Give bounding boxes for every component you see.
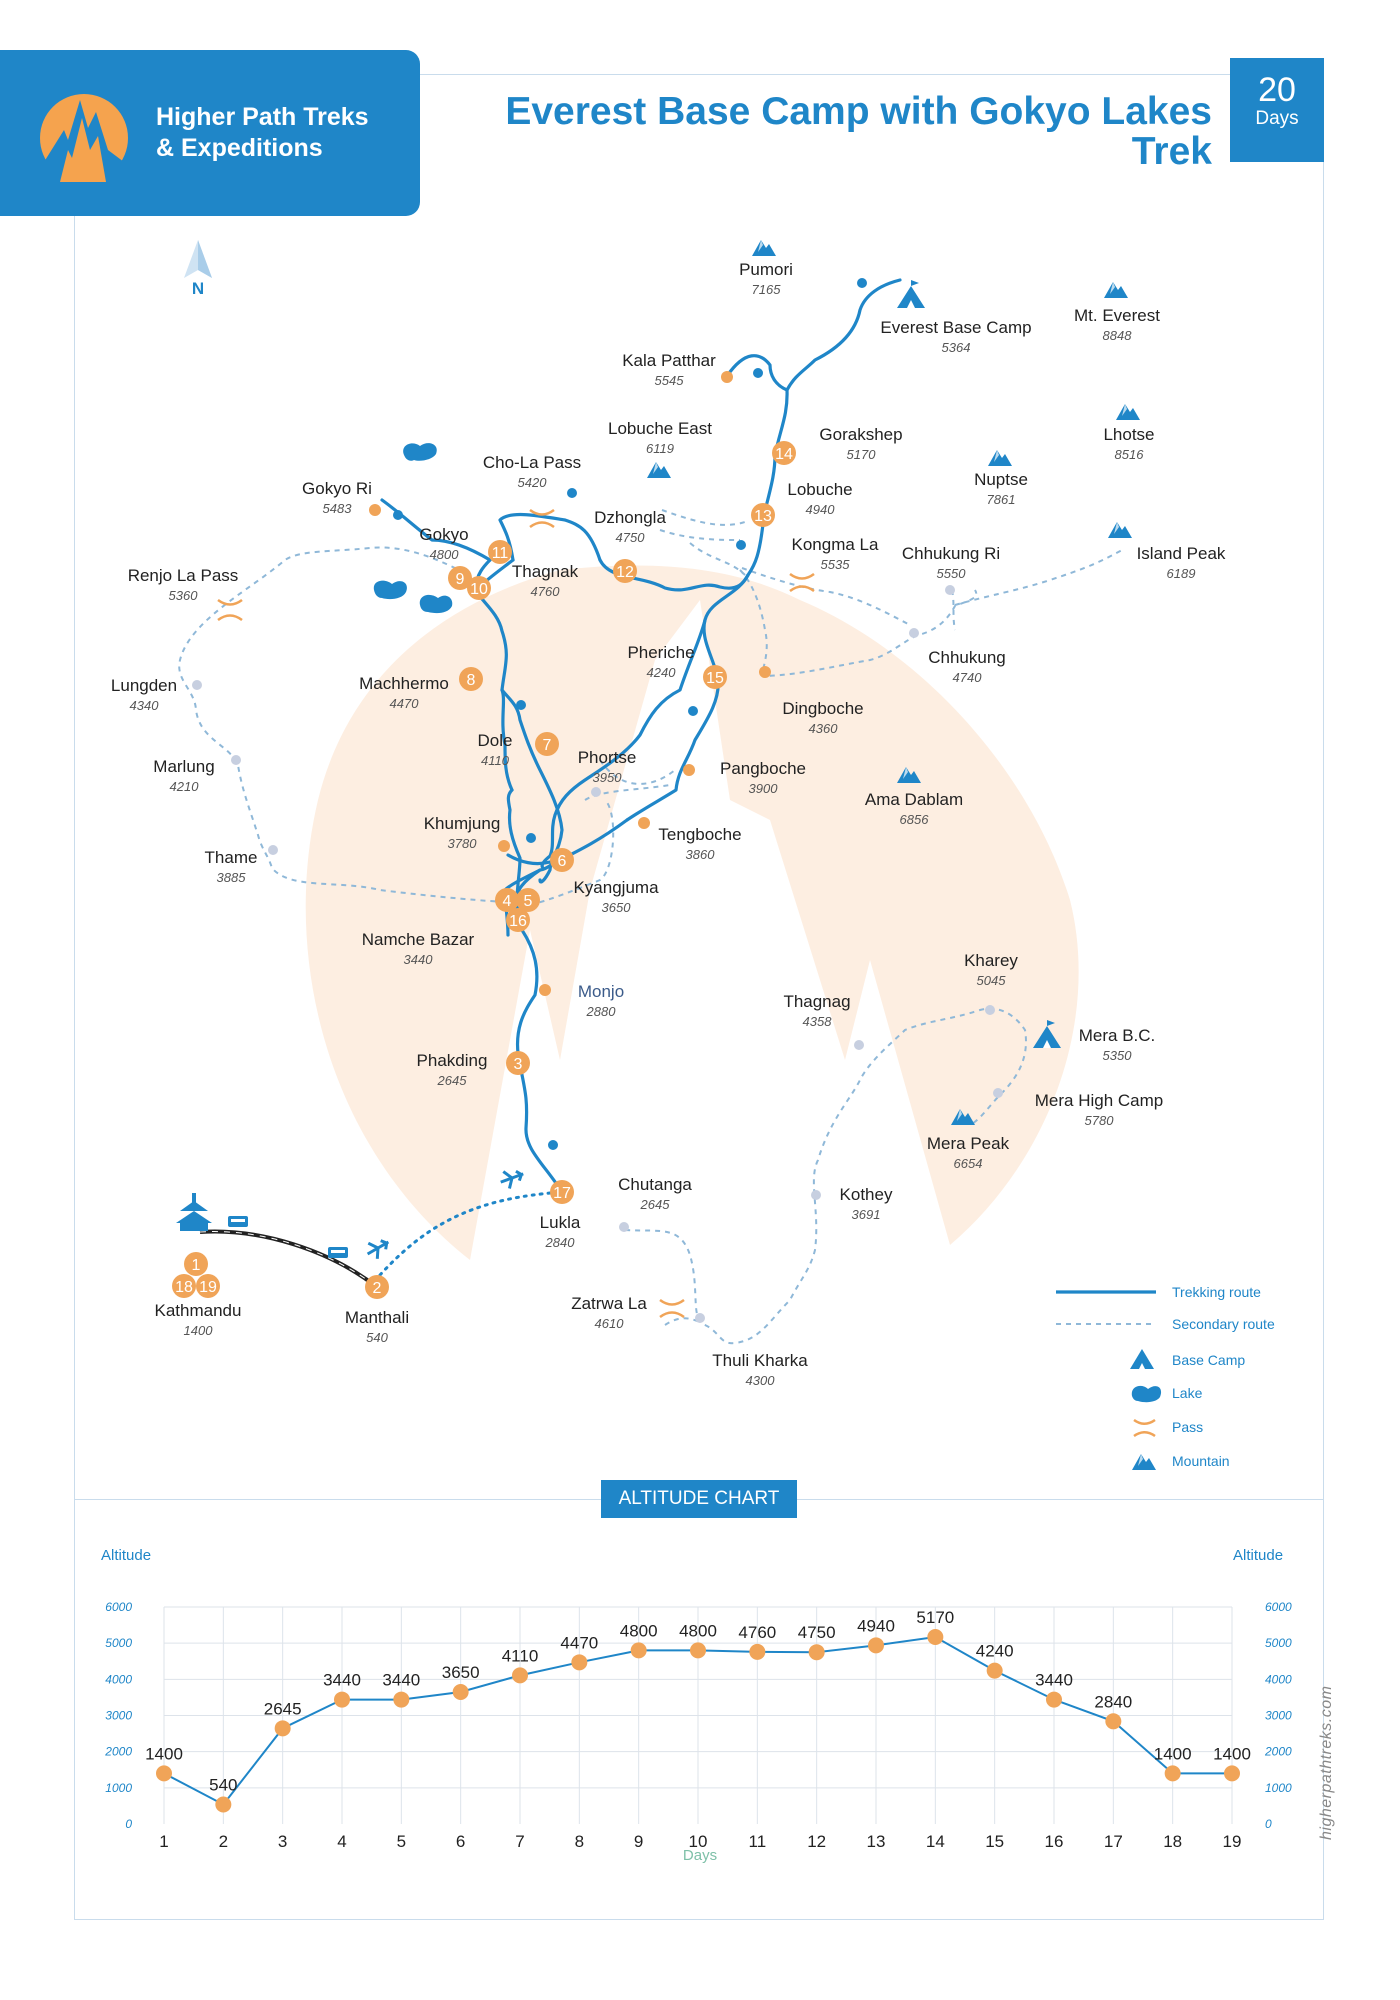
legend-pass-icon xyxy=(1134,1420,1155,1436)
pass-icon-renjo xyxy=(218,600,242,620)
x-tick-3: 4 xyxy=(337,1832,347,1851)
label-machhermo: Machhermo xyxy=(359,674,449,693)
y-tick-right-1: 1000 xyxy=(1265,1780,1292,1795)
bus-icon-2 xyxy=(328,1247,348,1258)
data-label-day-8: 4470 xyxy=(560,1633,599,1653)
label-thagnak: Thagnak xyxy=(511,562,579,581)
plane-icon-2 xyxy=(498,1165,527,1190)
label-gorakshep: Gorakshep xyxy=(819,425,903,444)
data-label-day-17: 2840 xyxy=(1094,1692,1133,1712)
label-chola: Cho-La Pass xyxy=(482,453,582,472)
svg-text:17: 17 xyxy=(553,1185,571,1202)
data-point-day-6 xyxy=(453,1684,469,1700)
climber-icon-2 xyxy=(753,368,763,378)
altitude-chart xyxy=(0,1580,1400,1980)
label-tengboche: Tengboche xyxy=(658,825,742,844)
x-tick-7: 8 xyxy=(574,1832,585,1851)
pass-icon-zatrwa xyxy=(660,1300,684,1317)
data-point-day-7 xyxy=(512,1667,528,1683)
data-label-day-16: 3440 xyxy=(1035,1670,1073,1690)
road-route xyxy=(200,1232,378,1288)
x-axis-title: Days xyxy=(682,1847,718,1864)
label-kala: Kala Patthar xyxy=(622,351,716,370)
climber-icon-8 xyxy=(526,833,536,843)
x-tick-9: 10 xyxy=(688,1832,708,1851)
y-tick-right-3: 3000 xyxy=(1265,1708,1292,1723)
label-chhukungri: Chhukung Ri xyxy=(901,544,1001,563)
alt-gokyo: 4800 xyxy=(429,547,459,562)
day-marker-8 xyxy=(459,667,483,691)
mountain-icon-island xyxy=(1108,522,1132,538)
climber-icon-3 xyxy=(567,488,577,498)
data-point-day-18 xyxy=(1165,1765,1181,1781)
data-label-day-4: 3440 xyxy=(323,1670,361,1690)
data-label-day-18: 1400 xyxy=(1153,1744,1192,1764)
pass-icon-kongma xyxy=(790,574,814,591)
y-tick-left-3: 3000 xyxy=(105,1708,132,1723)
svg-text:10: 10 xyxy=(470,581,488,598)
label-monjo: Monjo xyxy=(577,982,625,1001)
alt-thagnak: 4760 xyxy=(530,584,560,599)
label-dzhongla: Dzhongla xyxy=(594,508,666,527)
data-point-day-5 xyxy=(393,1692,409,1708)
label-merahigh: Mera High Camp xyxy=(1034,1091,1164,1110)
alt-lungden: 4340 xyxy=(129,698,159,713)
data-point-day-13 xyxy=(868,1637,884,1653)
data-point-day-15 xyxy=(987,1663,1003,1679)
alt-lobuche: 4940 xyxy=(805,502,835,517)
data-point-day-4 xyxy=(334,1692,350,1708)
mountain-icon-nuptse xyxy=(988,450,1012,466)
x-tick-14: 15 xyxy=(985,1832,1005,1851)
alt-gokyori: 5483 xyxy=(322,501,352,516)
alt-monjo: 2880 xyxy=(586,1004,616,1019)
alt-phortse: 3950 xyxy=(592,770,622,785)
legend-basecamp-icon xyxy=(1130,1349,1154,1369)
day-marker-17 xyxy=(550,1180,574,1204)
data-point-day-3 xyxy=(275,1720,291,1736)
label-kyangjuma: Kyangjuma xyxy=(573,878,659,897)
y-tick-left-5: 5000 xyxy=(105,1636,132,1651)
data-label-day-6: 3650 xyxy=(441,1662,480,1682)
climber-icon-7 xyxy=(688,706,698,716)
alt-ebc: 5364 xyxy=(941,340,971,355)
alt-island: 6189 xyxy=(1166,566,1196,581)
alt-chhukungri: 5550 xyxy=(936,566,966,581)
brand-line-1: Higher Path Treks xyxy=(156,103,369,131)
legend-mountain: Mountain xyxy=(1172,1453,1230,1469)
alt-kongmala: 5535 xyxy=(820,557,850,572)
label-kongmala: Kongma La xyxy=(791,535,879,554)
day-marker-11 xyxy=(488,540,512,564)
legend-lake-icon xyxy=(1132,1386,1161,1402)
alt-dole: 4110 xyxy=(481,753,509,768)
temple-icon xyxy=(176,1193,212,1231)
y-tick-left-1: 1000 xyxy=(105,1780,132,1795)
alt-lhotse: 8516 xyxy=(1114,447,1144,462)
y-tick-left-4: 4000 xyxy=(105,1672,132,1687)
label-renjo: Renjo La Pass xyxy=(127,566,239,585)
y-tick-right-6: 6000 xyxy=(1265,1600,1292,1614)
alt-dingboche: 4360 xyxy=(808,721,838,736)
day-marker-12 xyxy=(613,559,637,583)
label-thuli: Thuli Kharka xyxy=(712,1351,808,1370)
days-label: Days xyxy=(1255,108,1299,129)
lake-icon-3 xyxy=(420,595,453,613)
alt-tengboche: 3860 xyxy=(685,847,715,862)
days-number: 20 xyxy=(1258,71,1296,109)
data-label-day-3: 2645 xyxy=(263,1699,302,1719)
data-label-day-13: 4940 xyxy=(857,1616,895,1636)
svg-text:16: 16 xyxy=(509,913,527,930)
basecamp-icon-ebc xyxy=(897,280,925,308)
label-manthali: Manthali xyxy=(344,1308,410,1327)
climber-icon-4 xyxy=(393,510,403,520)
alt-kyangjuma: 3650 xyxy=(601,900,631,915)
alt-thame: 3885 xyxy=(216,870,246,885)
day-marker-7 xyxy=(535,732,559,756)
day-marker-2 xyxy=(365,1275,389,1299)
label-pumori: Pumori xyxy=(739,260,793,279)
day-marker-18 xyxy=(172,1274,196,1298)
alt-namche: 3440 xyxy=(403,952,433,967)
data-point-day-17 xyxy=(1105,1713,1121,1729)
day-marker-19 xyxy=(196,1274,220,1298)
alt-thagnag: 4358 xyxy=(802,1014,832,1029)
label-kharey: Kharey xyxy=(964,951,1018,970)
alt-kothey: 3691 xyxy=(851,1207,881,1222)
x-tick-12: 13 xyxy=(866,1832,886,1851)
alt-kathmandu: 1400 xyxy=(183,1323,213,1338)
alt-pumori: 7165 xyxy=(751,282,781,297)
label-ebc: Everest Base Camp xyxy=(880,318,1032,337)
alt-marlung: 4210 xyxy=(169,779,199,794)
altitude-chart-header: ALTITUDE CHART xyxy=(601,1480,797,1518)
label-amadablam: Ama Dablam xyxy=(864,790,964,809)
legend-pass: Pass xyxy=(1172,1419,1204,1435)
alt-lukla: 2840 xyxy=(545,1235,575,1250)
x-tick-13: 14 xyxy=(925,1832,945,1851)
label-nuptse: Nuptse xyxy=(974,470,1028,489)
mountain-icon-pumori xyxy=(752,240,776,256)
alt-manthali: 540 xyxy=(366,1330,388,1345)
y-tick-right-5: 5000 xyxy=(1265,1636,1292,1651)
label-kothey: Kothey xyxy=(839,1185,893,1204)
data-point-day-11 xyxy=(749,1644,765,1660)
data-point-day-12 xyxy=(809,1644,825,1660)
legend-lake: Lake xyxy=(1172,1385,1203,1401)
title-line-2: Trek xyxy=(1131,130,1212,173)
x-tick-2: 3 xyxy=(277,1832,288,1851)
data-label-day-14: 5170 xyxy=(916,1608,955,1628)
data-label-day-19: 1400 xyxy=(1213,1744,1251,1764)
data-label-day-11: 4760 xyxy=(738,1622,777,1642)
alt-lobucheeast: 6119 xyxy=(646,441,674,456)
x-tick-1: 2 xyxy=(218,1832,229,1851)
label-gokyo: Gokyo xyxy=(419,525,469,544)
svg-text:3: 3 xyxy=(513,1056,523,1073)
data-label-day-7: 4110 xyxy=(501,1646,539,1666)
alt-kharey: 5045 xyxy=(976,973,1006,988)
label-lhotse: Lhotse xyxy=(1103,425,1155,444)
label-dole: Dole xyxy=(477,731,513,750)
alt-renjo: 5360 xyxy=(168,588,198,603)
label-phakding: Phakding xyxy=(416,1051,488,1070)
brand-line-2: & Expeditions xyxy=(156,134,323,162)
svg-text:19: 19 xyxy=(199,1279,217,1296)
label-namche: Namche Bazar xyxy=(361,930,475,949)
svg-text:11: 11 xyxy=(491,545,509,562)
alt-merapeak: 6654 xyxy=(953,1156,983,1171)
label-dingboche: Dingboche xyxy=(782,699,864,718)
day-marker-3 xyxy=(506,1051,530,1075)
day-marker-1 xyxy=(184,1252,208,1276)
svg-text:15: 15 xyxy=(706,670,724,687)
y-axis-title-left: Altitude xyxy=(101,1547,152,1564)
data-point-day-10 xyxy=(690,1642,706,1658)
svg-text:4: 4 xyxy=(502,893,512,910)
climber-icon-5 xyxy=(736,540,746,550)
label-marlung: Marlung xyxy=(153,757,215,776)
svg-text:9: 9 xyxy=(455,571,465,588)
label-everest: Mt. Everest xyxy=(1074,306,1160,325)
data-label-day-12: 4750 xyxy=(797,1623,836,1643)
svg-text:1: 1 xyxy=(191,1257,201,1274)
y-tick-left-0: 0 xyxy=(125,1817,132,1831)
alt-zatrwa: 4610 xyxy=(594,1316,624,1331)
label-kathmandu: Kathmandu xyxy=(154,1301,242,1320)
title-line-1: Everest Base Camp with Gokyo Lakes xyxy=(505,90,1212,133)
label-chutanga: Chutanga xyxy=(618,1175,692,1194)
svg-text:6: 6 xyxy=(557,853,567,870)
compass-icon xyxy=(184,240,212,278)
x-tick-10: 11 xyxy=(748,1832,767,1851)
y-tick-right-2: 2000 xyxy=(1265,1744,1292,1759)
data-label-day-15: 4240 xyxy=(975,1641,1014,1661)
alt-chola: 5420 xyxy=(517,475,547,490)
legend-basecamp: Base Camp xyxy=(1172,1352,1246,1368)
plane-icon-1 xyxy=(363,1234,393,1262)
website-url: higherpathtreks.com xyxy=(1318,1685,1335,1840)
label-phortse: Phortse xyxy=(577,748,637,767)
alt-kala: 5545 xyxy=(654,373,684,388)
label-lukla: Lukla xyxy=(539,1213,581,1232)
y-tick-left-6: 6000 xyxy=(105,1600,132,1614)
svg-text:12: 12 xyxy=(616,564,634,581)
y-tick-left-2: 2000 xyxy=(105,1744,132,1759)
place-labels xyxy=(111,260,1226,1388)
mountain-icon-lhotse xyxy=(1116,404,1140,420)
label-gokyori: Gokyo Ri xyxy=(302,479,372,498)
data-label-day-9: 4800 xyxy=(619,1621,658,1641)
x-tick-18: 19 xyxy=(1222,1832,1242,1851)
climber-icon-9 xyxy=(548,1140,558,1150)
legend-trekking: Trekking route xyxy=(1172,1284,1261,1300)
x-tick-5: 6 xyxy=(455,1832,466,1851)
label-merapeak: Mera Peak xyxy=(926,1134,1010,1153)
data-point-day-19 xyxy=(1224,1765,1240,1781)
label-island: Island Peak xyxy=(1136,544,1226,563)
label-thame: Thame xyxy=(204,848,258,867)
alt-pheriche: 4240 xyxy=(646,665,676,680)
day-marker-14 xyxy=(772,441,796,465)
alt-gorakshep: 5170 xyxy=(846,447,876,462)
x-tick-4: 5 xyxy=(396,1832,407,1851)
day-marker-16 xyxy=(506,908,530,932)
data-label-day-10: 4800 xyxy=(679,1621,717,1641)
x-tick-15: 16 xyxy=(1044,1832,1064,1851)
legend-secondary: Secondary route xyxy=(1172,1316,1275,1332)
alt-chutanga: 2645 xyxy=(640,1197,670,1212)
alt-everest: 8848 xyxy=(1102,328,1132,343)
climber-icon-6 xyxy=(516,700,526,710)
label-pheriche: Pheriche xyxy=(627,643,695,662)
label-merabc: Mera B.C. xyxy=(1078,1026,1156,1045)
svg-text:13: 13 xyxy=(754,508,772,525)
data-point-day-16 xyxy=(1046,1692,1062,1708)
alt-amadablam: 6856 xyxy=(899,812,929,827)
svg-text:18: 18 xyxy=(175,1279,193,1296)
mountain-icon-everest xyxy=(1104,282,1128,298)
alt-merabc: 5350 xyxy=(1102,1048,1132,1063)
label-khumjung: Khumjung xyxy=(423,814,501,833)
day-marker-15 xyxy=(703,665,727,689)
data-point-day-1 xyxy=(156,1765,172,1781)
alt-pangboche: 3900 xyxy=(748,781,778,796)
x-tick-0: 1 xyxy=(159,1832,169,1851)
lake-icon-2 xyxy=(374,581,407,599)
lake-icon-1 xyxy=(403,443,437,461)
data-label-day-1: 1400 xyxy=(145,1744,183,1764)
data-point-day-14 xyxy=(927,1629,943,1645)
day-marker-6 xyxy=(550,848,574,872)
x-tick-16: 17 xyxy=(1103,1832,1123,1851)
mountain-icon-lobuche-east xyxy=(647,462,671,478)
alt-nuptse: 7861 xyxy=(986,492,1016,507)
alt-khumjung: 3780 xyxy=(447,836,477,851)
x-tick-6: 7 xyxy=(515,1832,525,1851)
svg-text:8: 8 xyxy=(466,672,476,689)
label-lungden: Lungden xyxy=(110,676,178,695)
label-thagnag: Thagnag xyxy=(783,992,851,1011)
y-tick-right-4: 4000 xyxy=(1265,1672,1292,1687)
x-tick-8: 9 xyxy=(633,1832,644,1851)
day-marker-10 xyxy=(467,576,491,600)
alt-merahigh: 5780 xyxy=(1084,1113,1114,1128)
data-point-day-9 xyxy=(631,1642,647,1658)
data-point-day-2 xyxy=(215,1796,231,1812)
data-point-day-8 xyxy=(571,1654,587,1670)
svg-text:14: 14 xyxy=(775,446,793,463)
compass-label: N xyxy=(191,279,205,298)
x-tick-11: 12 xyxy=(807,1832,827,1851)
x-tick-17: 18 xyxy=(1163,1832,1183,1851)
legend xyxy=(1056,1284,1275,1470)
label-lobuche: Lobuche xyxy=(787,480,853,499)
legend-mountain-icon xyxy=(1132,1454,1156,1470)
label-chhukung: Chhukung xyxy=(928,648,1006,667)
alt-machhermo: 4470 xyxy=(389,696,419,711)
svg-text:7: 7 xyxy=(542,737,552,754)
day-marker-13 xyxy=(751,503,775,527)
climber-icon-1 xyxy=(857,278,867,288)
y-axis-title-right: Altitude xyxy=(1233,1547,1284,1564)
alt-chhukung: 4740 xyxy=(952,670,982,685)
y-tick-right-0: 0 xyxy=(1265,1817,1272,1831)
alt-thuli: 4300 xyxy=(745,1373,775,1388)
label-pangboche: Pangboche xyxy=(719,759,807,778)
alt-phakding: 2645 xyxy=(437,1073,467,1088)
alt-dzhongla: 4750 xyxy=(615,530,645,545)
data-label-day-5: 3440 xyxy=(382,1670,421,1690)
svg-text:5: 5 xyxy=(523,893,533,910)
bus-icon-1 xyxy=(228,1216,248,1227)
label-lobucheeast: Lobuche East xyxy=(608,419,712,438)
svg-text:2: 2 xyxy=(372,1280,382,1297)
data-label-day-2: 540 xyxy=(209,1775,238,1795)
label-zatrwa: Zatrwa La xyxy=(571,1294,647,1313)
